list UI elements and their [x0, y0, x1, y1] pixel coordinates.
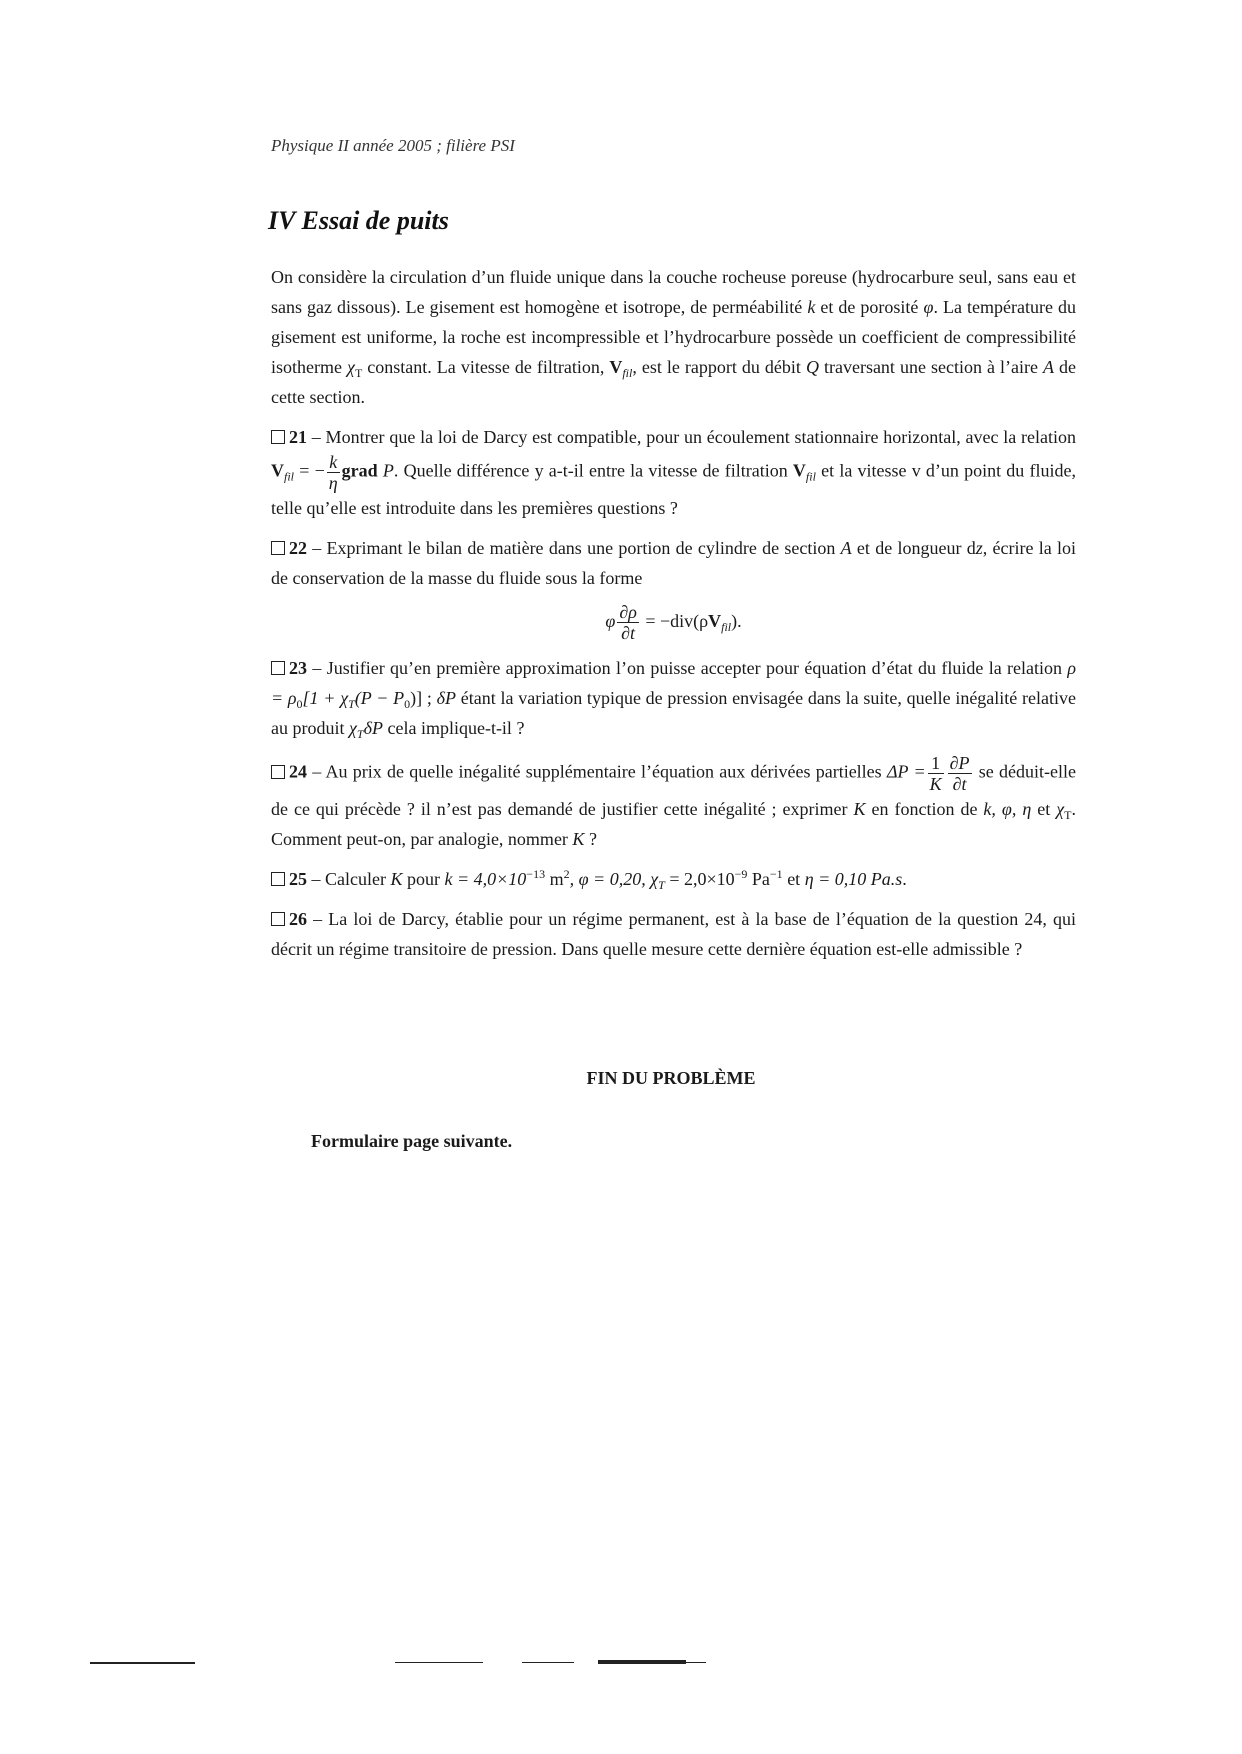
section-title: IV Essai de puits: [268, 206, 449, 235]
running-header: Physique II année 2005 ; filière PSI: [271, 136, 515, 155]
question-25: 25 – Calculer K pour $k = 4,0\times 10^{-13}$ $m^2$, φ = 0,20, $\chi_T = 2,0\times 10^{-9}$ $Pa^{-1}$ et η = 0,10 Pa.s.: [271, 864, 1076, 894]
scan-artifact-line: [598, 1660, 686, 1664]
scan-artifact-line: [395, 1662, 483, 1663]
next-page-note: Formulaire page suivante.: [311, 1131, 513, 1151]
fraction: $\frac{k}{\eta}$: [328, 452, 338, 493]
checkbox-icon: [271, 765, 285, 779]
fraction: $\frac{\partial\rho}{\partial t}$: [619, 602, 637, 644]
checkbox-icon: [271, 430, 285, 444]
checkbox-icon: [271, 912, 285, 926]
checkbox-icon: [271, 541, 285, 555]
question-23: 23 – Justifier qu’en première approximation l’on puisse accepter pour équation d’état du fluide la relation $\rho = \rho_0[1 + \chi_T(P - P_0)]$ ; δP étant la variation typique de pression envisagée dans la suite, quelle inégalité relative au produit $\chi_T\delta P$ cela implique-t-il ?: [271, 658, 1077, 742]
question-number: 26: [289, 909, 307, 930]
scan-artifact-line: [522, 1662, 574, 1663]
question-number: 24: [289, 762, 307, 782]
question-number: 23: [289, 658, 307, 679]
scan-artifact-line: [686, 1662, 706, 1663]
intro-paragraph: On considère la circulation d’un fluide unique dans la couche rocheuse poreuse (hydrocarbure seul, sans eau et sans gaz dissous). Le gisement est homogène et isotrope, de perméabilité k et de porosité φ. La température du gisement est uniforme, la roche est incompressible et l’hydrocarbure possède un coefficient de compressibilité isotherme $\chi_T$ constant. La vitesse de filtration, $V_{fil}$, est le rapport du débit Q traversant une section à l’aire A de cette section.: [271, 267, 1076, 407]
fraction: $\frac{1}{K}$: [929, 753, 942, 795]
question-number: 25: [289, 869, 307, 890]
mass-conservation-equation: φ $\frac{\partial\rho}{\partial t}$ = $-div(\rho V_{fil})$.: [605, 602, 742, 644]
scan-artifact-line: [90, 1662, 195, 1664]
fraction: $\frac{\partial P}{\partial t}$: [949, 753, 970, 795]
body-text: [271, 262, 1076, 964]
checkbox-icon: [271, 661, 285, 675]
question-22: 22 – Exprimant le bilan de matière dans une portion de cylindre de section A et de longueur dz, écrire la loi de conservation de la masse du fluide sous la forme: [271, 538, 1077, 588]
question-24: 24 – Au prix de quelle inégalité supplémentaire l’équation aux dérivées partielles ΔP = $\frac{1}{K}$ $\frac{\partial P}{\partial t}$ se déduit-elle de ce qui précède ? il n’est pas demandé de justifier cette inégalité ; exprimer K en fonction de k, φ, η et $\chi_T$. Comment peut-on, par analogie, nommer K ?: [271, 753, 1076, 850]
end-of-problem-title: FIN DU PROBLÈME: [586, 1068, 756, 1088]
question-26: 26 – La loi de Darcy, établie pour un régime permanent, est à la base de l’équation de la question 24, qui décrit un régime transitoire de pression. Dans quelle mesure cette dernière équation est-elle admissible ?: [271, 909, 1076, 960]
checkbox-icon: [271, 872, 285, 886]
question-number: 22: [289, 538, 307, 558]
question-number: 21: [289, 427, 307, 447]
question-21: 21 – Montrer que la loi de Darcy est compatible, pour un écoulement stationnaire horizontal, avec la relation $V_{fil}$ = − $\frac{k}{\eta}$ grad P. Quelle différence y a-t-il entre la vitesse de filtration $V_{fil}$ et la vitesse v d’un point du fluide, telle qu’elle est introduite dans les premières questions ?: [271, 427, 1076, 518]
